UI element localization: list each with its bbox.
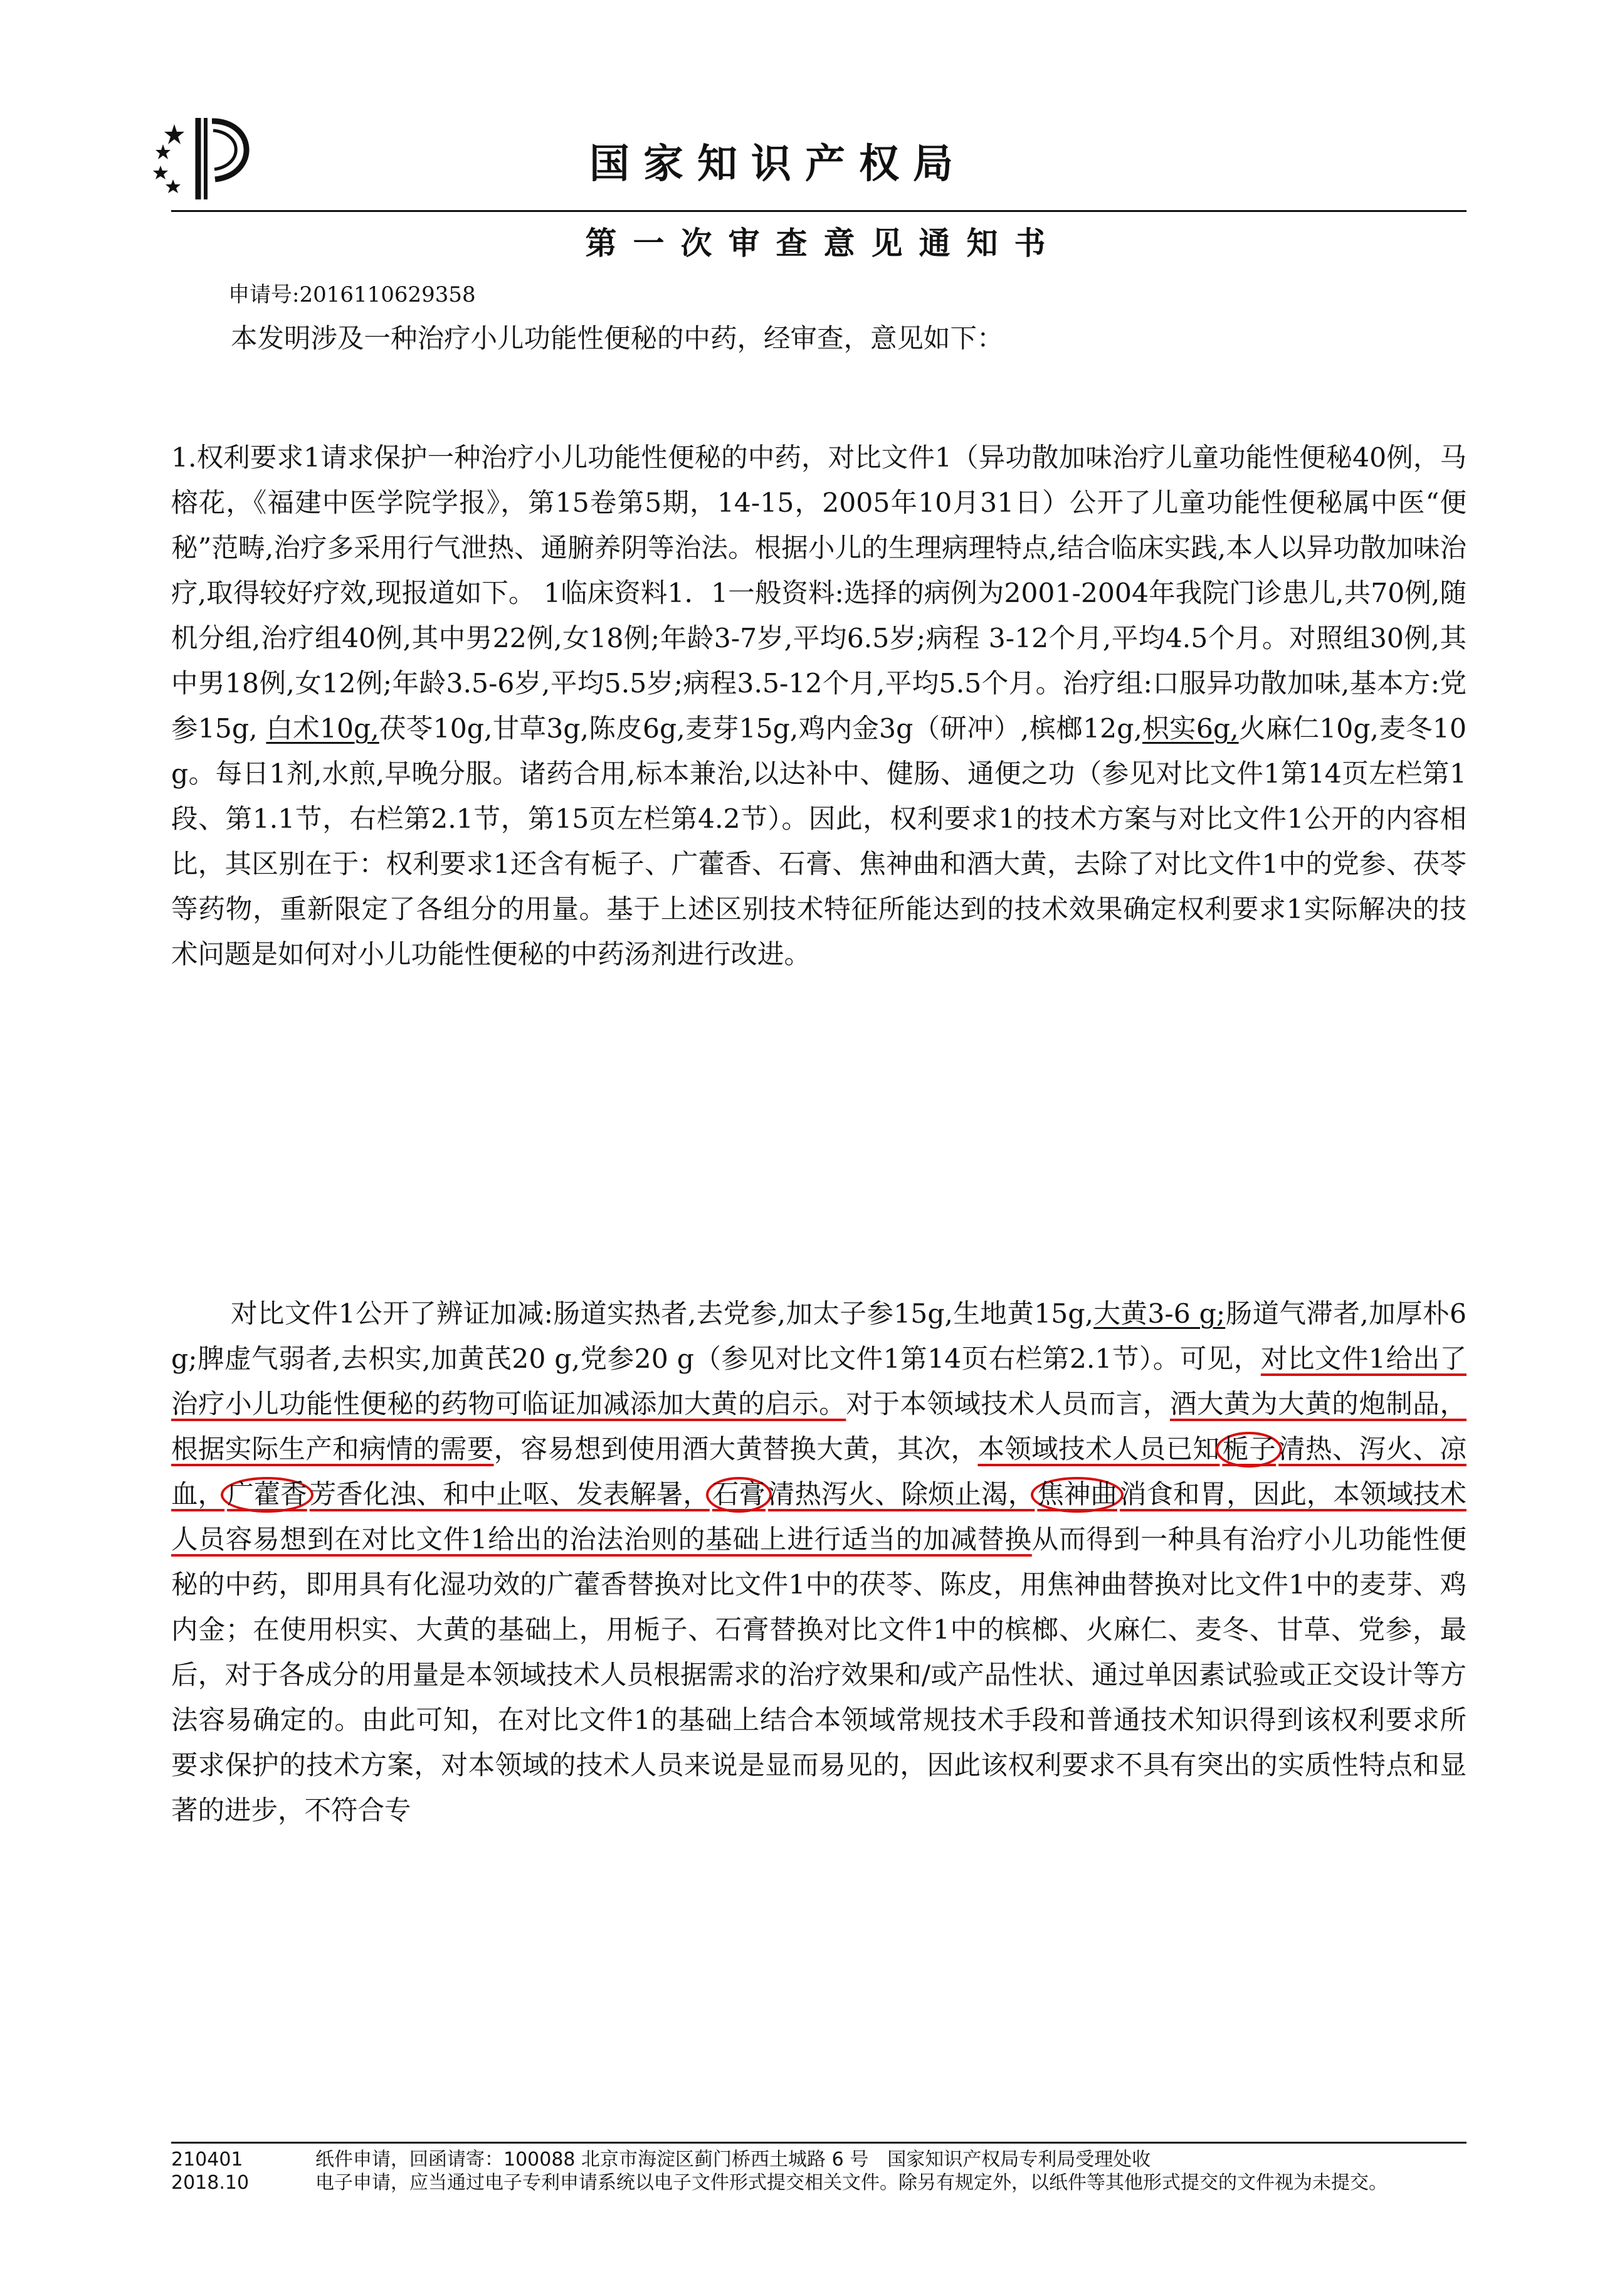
circled-zhizi: 栀子 xyxy=(1216,1432,1282,1468)
circled-shenqu: 焦神曲 xyxy=(1031,1477,1124,1513)
red-underline-hint: 对比文件1给出了治疗小儿功能性便秘的药物可临证加减添加大黄的启示。 xyxy=(171,1344,1467,1420)
p2-known-e: 消食和胃，因此，本领域技术人员容易想到在对比文件1给出的治法治则的基础上进行适当的加减替换 xyxy=(171,1479,1467,1555)
p2-text-d: ，容易想到使用酒大黄替换大黄，其次， xyxy=(493,1434,978,1465)
underline-baizhu: 白术10g, xyxy=(266,714,379,744)
p1-text-a: 1.权利要求1请求保护一种治疗小儿功能性便秘的中药，对比文件1（异功散加味治疗儿童功能性便秘40例，马榕花，《福建中医学院学报》，第15卷第5期，14-15，2005年10月31日）公开了儿童功能性便秘属中医“便秘”范畴,治疗多采用行气泄热、通腑养阴等治法。根据小儿的生理病理特点,结合临床实践,本人以异功散加味治疗,取得较好疗效,现报道如下。 1临床资料1．1一般资料:选择的病例为2001-2004年我院门诊患儿,共70例,随机分组,治疗组40例,其中男22例,女18例;年龄3-7岁,平均6.5岁;病程 3-12个月,平均4.5个月。对照组30例,其中男18例,女12例;年龄3.5-6岁,平均5.5岁;病程3.5-12个月,平均5.5个月。治疗组:口服异功散加味,基本方:党参15g, xyxy=(171,443,1467,744)
footer-divider xyxy=(171,2142,1467,2144)
footer-form-code: 210401 xyxy=(171,2149,243,2171)
p2-known-b: 清热、泻火、凉血， xyxy=(171,1434,1467,1510)
p2-known-c: 芳香化浊、和中止呕、发表解暑， xyxy=(309,1479,710,1510)
intro-paragraph: 本发明涉及一种治疗小儿功能性便秘的中药，经审查，意见如下： xyxy=(231,324,1004,354)
footer-paper-filing: 纸件申请，回函请寄：100088 北京市海淀区蓟门桥西土城路 6 号 国家知识产权局专利局受理处收 xyxy=(315,2149,1151,2171)
red-underline-jiudahuang: 酒大黄为大黄的炮制品，根据实际生产和病情的需要 xyxy=(171,1389,1467,1465)
p2-text-b: 肠道气滞者,加厚朴6 g;脾虚气弱者,去枳实,加黄芪20 g,党参20 g（参见对比文件1第14页右栏第2.1节）。可见， xyxy=(171,1299,1467,1375)
footer xyxy=(171,2148,1467,2194)
footer-version: 2018.10 xyxy=(171,2172,250,2194)
notice-title: 第一次审查意见通知书 xyxy=(585,225,1062,262)
footer-electronic-filing: 电子申请，应当通过电子专利申请系统以电子文件形式提交相关文件。除另有规定外，以纸件等其他形式提交的文件视为未提交。 xyxy=(315,2172,1388,2194)
circled-huoxiang: 广藿香 xyxy=(221,1477,313,1513)
p2-known-a: 本领域技术人员已知 xyxy=(977,1434,1220,1465)
p1-text-b: 茯苓10g,甘草3g,陈皮6g,麦芽15g,鸡内金3g（研冲）,槟榔12g, xyxy=(379,714,1142,744)
office-name: 国家知识产权局 xyxy=(589,141,967,188)
paragraph-1 xyxy=(171,436,1467,978)
application-number: 申请号:2016110629358 xyxy=(228,282,476,307)
p2-text-c: 对于本领域技术人员而言， xyxy=(846,1389,1170,1420)
paragraph-2 xyxy=(171,1292,1467,1834)
underline-dahuang: 大黄3-6 g; xyxy=(1093,1299,1226,1330)
header-divider xyxy=(171,210,1467,212)
cnipa-logo-icon xyxy=(149,105,275,206)
footer-row-1 xyxy=(171,2148,1467,2171)
p2-text-e: 从而得到一种具有治疗小儿功能性便秘的中药，即用具有化湿功效的广藿香替换对比文件1中的茯苓、陈皮，用焦神曲替换对比文件1中的麦芽、鸡内金；在使用枳实、大黄的基础上，用栀子、石膏替换对比文件1中的槟榔、火麻仁、麦冬、甘草、党参，最后，对于各成分的用量是本领域技术人员根据需求的治疗效果和/或产品性状、通过单因素试验或正交设计等方法容易确定的。由此可知，在对比文件1的基础上结合本领域常规技术手段和普通技术知识得到该权利要求所要求保护的技术方案，对本领域的技术人员来说是显而易见的，因此该权利要求不具有突出的实质性特点和显著的进步，不符合专 xyxy=(171,1525,1467,1826)
underline-zhishi: 枳实6g, xyxy=(1142,714,1239,744)
footer-row-2 xyxy=(171,2171,1467,2194)
p2-text-a: 对比文件1公开了辨证加减:肠道实热者,去党参,加太子参15g,生地黄15g, xyxy=(231,1299,1094,1330)
p2-known-d: 清热泻火、除烦止渴， xyxy=(767,1479,1035,1510)
p1-text-c: 火麻仁10g,麦冬10g。每日1剂,水煎,早晚分服。诸药合用,标本兼治,以达补中、健肠、通便之功（参见对比文件1第14页左栏第1段、第1.1节，右栏第2.1节，第15页左栏第4.2节）。因此，权利要求1的技术方案与对比文件1公开的内容相比，其区别在于：权利要求1还含有栀子、广藿香、石膏、焦神曲和酒大黄，去除了对比文件1中的党参、茯苓等药物，重新限定了各组分的用量。基于上述区别技术特征所能达到的技术效果确定权利要求1实际解决的技术问题是如何对小儿功能性便秘的中药汤剂进行改进。 xyxy=(171,714,1467,970)
circled-shigao: 石膏 xyxy=(706,1477,772,1513)
